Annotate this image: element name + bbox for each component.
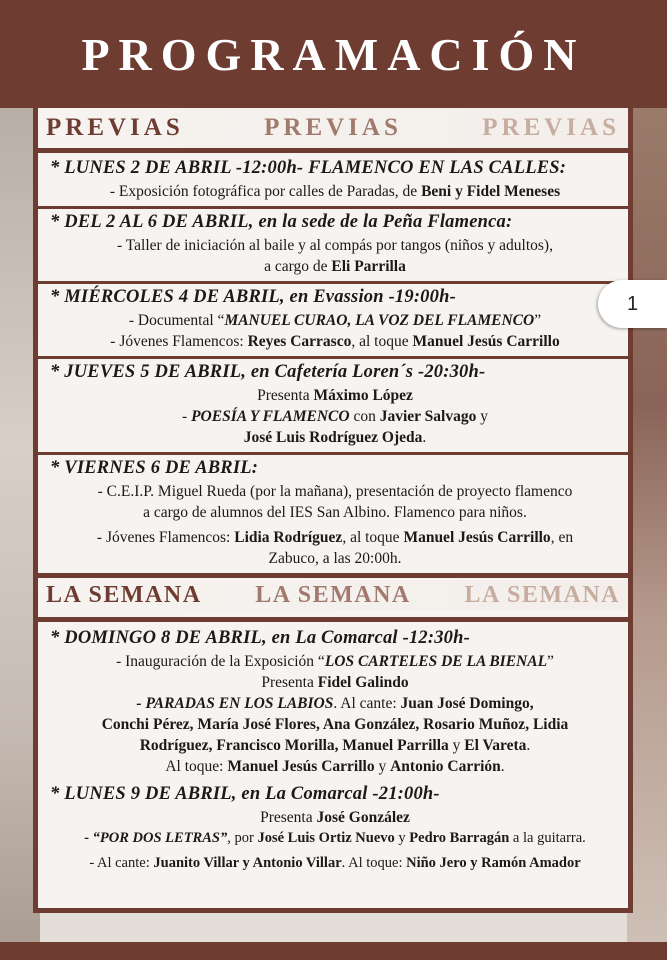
event-line xyxy=(50,310,620,331)
event-wednesday-4 xyxy=(38,284,628,359)
artist-name: Javier Salvago xyxy=(379,408,477,425)
artist-name: Fidel Galindo xyxy=(317,674,409,691)
page-indicator[interactable] xyxy=(598,280,667,328)
artist-names: Conchi Pérez, María José Flores, Ana González, Rosario Muñoz, Lidia xyxy=(101,716,569,733)
text: . Al toque: xyxy=(341,855,407,871)
event-monday-2 xyxy=(38,155,628,209)
text: y xyxy=(374,758,391,775)
event-thursday-5 xyxy=(38,359,628,455)
artist-name: Eli Parrilla xyxy=(331,258,406,275)
page-title: PROGRAMACIÓN xyxy=(81,28,586,80)
artist-name: Manuel Jesús Carrillo xyxy=(227,758,375,775)
event-line xyxy=(50,828,620,849)
event-line: a cargo de alumnos del IES San Albino. Flamenco para niños. xyxy=(143,504,527,521)
event-line: - Taller de iniciación al baile y al compás por tangos (niños y adultos), xyxy=(117,237,553,254)
text: Presenta xyxy=(260,809,317,826)
event-line xyxy=(50,385,620,406)
artist-names: Niño Jero y Ramón Amador xyxy=(406,855,581,871)
text: Presenta xyxy=(261,674,318,691)
event-line: - C.E.I.P. Miguel Rueda (por la mañana), presentación de proyecto flamenco xyxy=(97,483,573,500)
event-line xyxy=(50,853,620,874)
event-line xyxy=(50,406,620,427)
artist-name: Máximo López xyxy=(313,387,413,404)
text: a cargo de xyxy=(264,258,332,275)
text: - Inauguración de la Exposición “ xyxy=(116,653,325,670)
text: a la guitarra. xyxy=(509,830,586,846)
text: - xyxy=(182,408,192,425)
program-panel xyxy=(33,108,633,913)
page-header xyxy=(0,0,667,108)
text: . xyxy=(422,429,427,446)
section-divider xyxy=(38,148,628,153)
page-number: 1 xyxy=(626,292,639,315)
text: - Jóvenes Flamencos: xyxy=(96,529,235,546)
text: y xyxy=(394,830,410,846)
event-line xyxy=(50,756,620,777)
show-title: - “POR DOS LETRAS” xyxy=(84,830,228,846)
text: Presenta xyxy=(257,387,314,404)
text: ” xyxy=(547,653,554,670)
text: y xyxy=(448,737,465,754)
event-line xyxy=(50,714,620,735)
text: con xyxy=(349,408,380,425)
text: , en xyxy=(550,529,574,546)
event-line xyxy=(50,427,620,448)
artist-name: Reyes Carrasco xyxy=(247,333,352,350)
text: , al toque xyxy=(351,333,413,350)
previas-label-1: PREVIAS xyxy=(46,114,184,141)
artist-name: Pedro Barragán xyxy=(409,830,510,846)
text: , al toque xyxy=(342,529,404,546)
artist-names: Juanito Villar y Antonio Villar xyxy=(153,855,342,871)
show-title: - PARADAS EN LOS LABIOS xyxy=(136,695,334,712)
section-divider xyxy=(38,573,628,578)
artist-name: Manuel Jesús Carrillo xyxy=(403,529,551,546)
event-line xyxy=(50,256,620,277)
background-photo-right xyxy=(627,105,667,960)
show-title: POESÍA Y FLAMENCO xyxy=(191,408,350,425)
artist-name: Juan José Domingo, xyxy=(400,695,534,712)
semana-label-3: LA SEMANA xyxy=(464,581,620,608)
event-2-to-6 xyxy=(38,209,628,284)
text: - Jóvenes Flamencos: xyxy=(110,333,248,350)
previas-label-3: PREVIAS xyxy=(482,114,620,141)
artist-name: José Luis Rodríguez Ojeda xyxy=(243,429,423,446)
artist-name: Manuel Jesús Carrillo xyxy=(412,333,560,350)
event-line: Zabuco, a las 20:00h. xyxy=(268,550,402,567)
event-line xyxy=(50,331,620,352)
previas-label-2: PREVIAS xyxy=(264,114,402,141)
text: - Documental “ xyxy=(128,312,225,329)
event-line xyxy=(50,527,620,548)
text: . Al cante: xyxy=(333,695,401,712)
artist-name: José Luis Ortiz Nuevo xyxy=(257,830,395,846)
event-line xyxy=(50,807,620,828)
text: y xyxy=(476,408,488,425)
text: , por xyxy=(227,830,258,846)
text: ” xyxy=(534,312,542,329)
previas-band xyxy=(38,108,628,148)
exhibition-title: LOS CARTELES DE LA BIENAL xyxy=(324,653,548,670)
artist-name: El Vareta xyxy=(464,737,527,754)
documentary-title: MANUEL CURAO, LA VOZ DEL FLAMENCO xyxy=(224,312,535,329)
event-date: * JUEVES 5 DE ABRIL, en Cafetería Loren´s -20:30h- xyxy=(50,362,486,382)
event-sunday-8 xyxy=(38,617,628,781)
event-line xyxy=(50,735,620,756)
text: - Al cante: xyxy=(89,855,154,871)
text: Al toque: xyxy=(165,758,228,775)
artist-name: Lidia Rodríguez xyxy=(234,529,343,546)
event-date: * VIERNES 6 DE ABRIL: xyxy=(50,458,259,478)
text: . xyxy=(526,737,531,754)
event-friday-6 xyxy=(38,455,628,573)
text: - Exposición fotográfica por calles de Paradas, de xyxy=(109,183,422,200)
artist-name: José González xyxy=(316,809,410,826)
event-date: * LUNES 9 DE ABRIL, en La Comarcal -21:00h- xyxy=(50,784,440,804)
event-monday-9 xyxy=(38,781,628,878)
event-date: * DEL 2 AL 6 DE ABRIL, en la sede de la Peña Flamenca: xyxy=(50,212,513,232)
event-line xyxy=(50,672,620,693)
event-date: * DOMINGO 8 DE ABRIL, en La Comarcal -12:30h- xyxy=(50,628,470,648)
artist-names: Rodríguez, Francisco Morilla, Manuel Parrilla xyxy=(139,737,449,754)
text: . xyxy=(500,758,505,775)
footer-bar xyxy=(0,942,667,960)
semana-band xyxy=(38,580,628,610)
artist-name: Antonio Carrión xyxy=(390,758,501,775)
event-line xyxy=(50,651,620,672)
semana-label-2: LA SEMANA xyxy=(255,581,411,608)
event-line xyxy=(50,693,620,714)
event-date: * MIÉRCOLES 4 DE ABRIL, en Evassion -19:00h- xyxy=(50,287,456,307)
semana-label-1: LA SEMANA xyxy=(46,581,202,608)
event-line xyxy=(50,181,620,202)
artist-name: Beni y Fidel Meneses xyxy=(421,183,561,200)
event-date: * LUNES 2 DE ABRIL -12:00h- FLAMENCO EN LAS CALLES: xyxy=(50,158,567,178)
